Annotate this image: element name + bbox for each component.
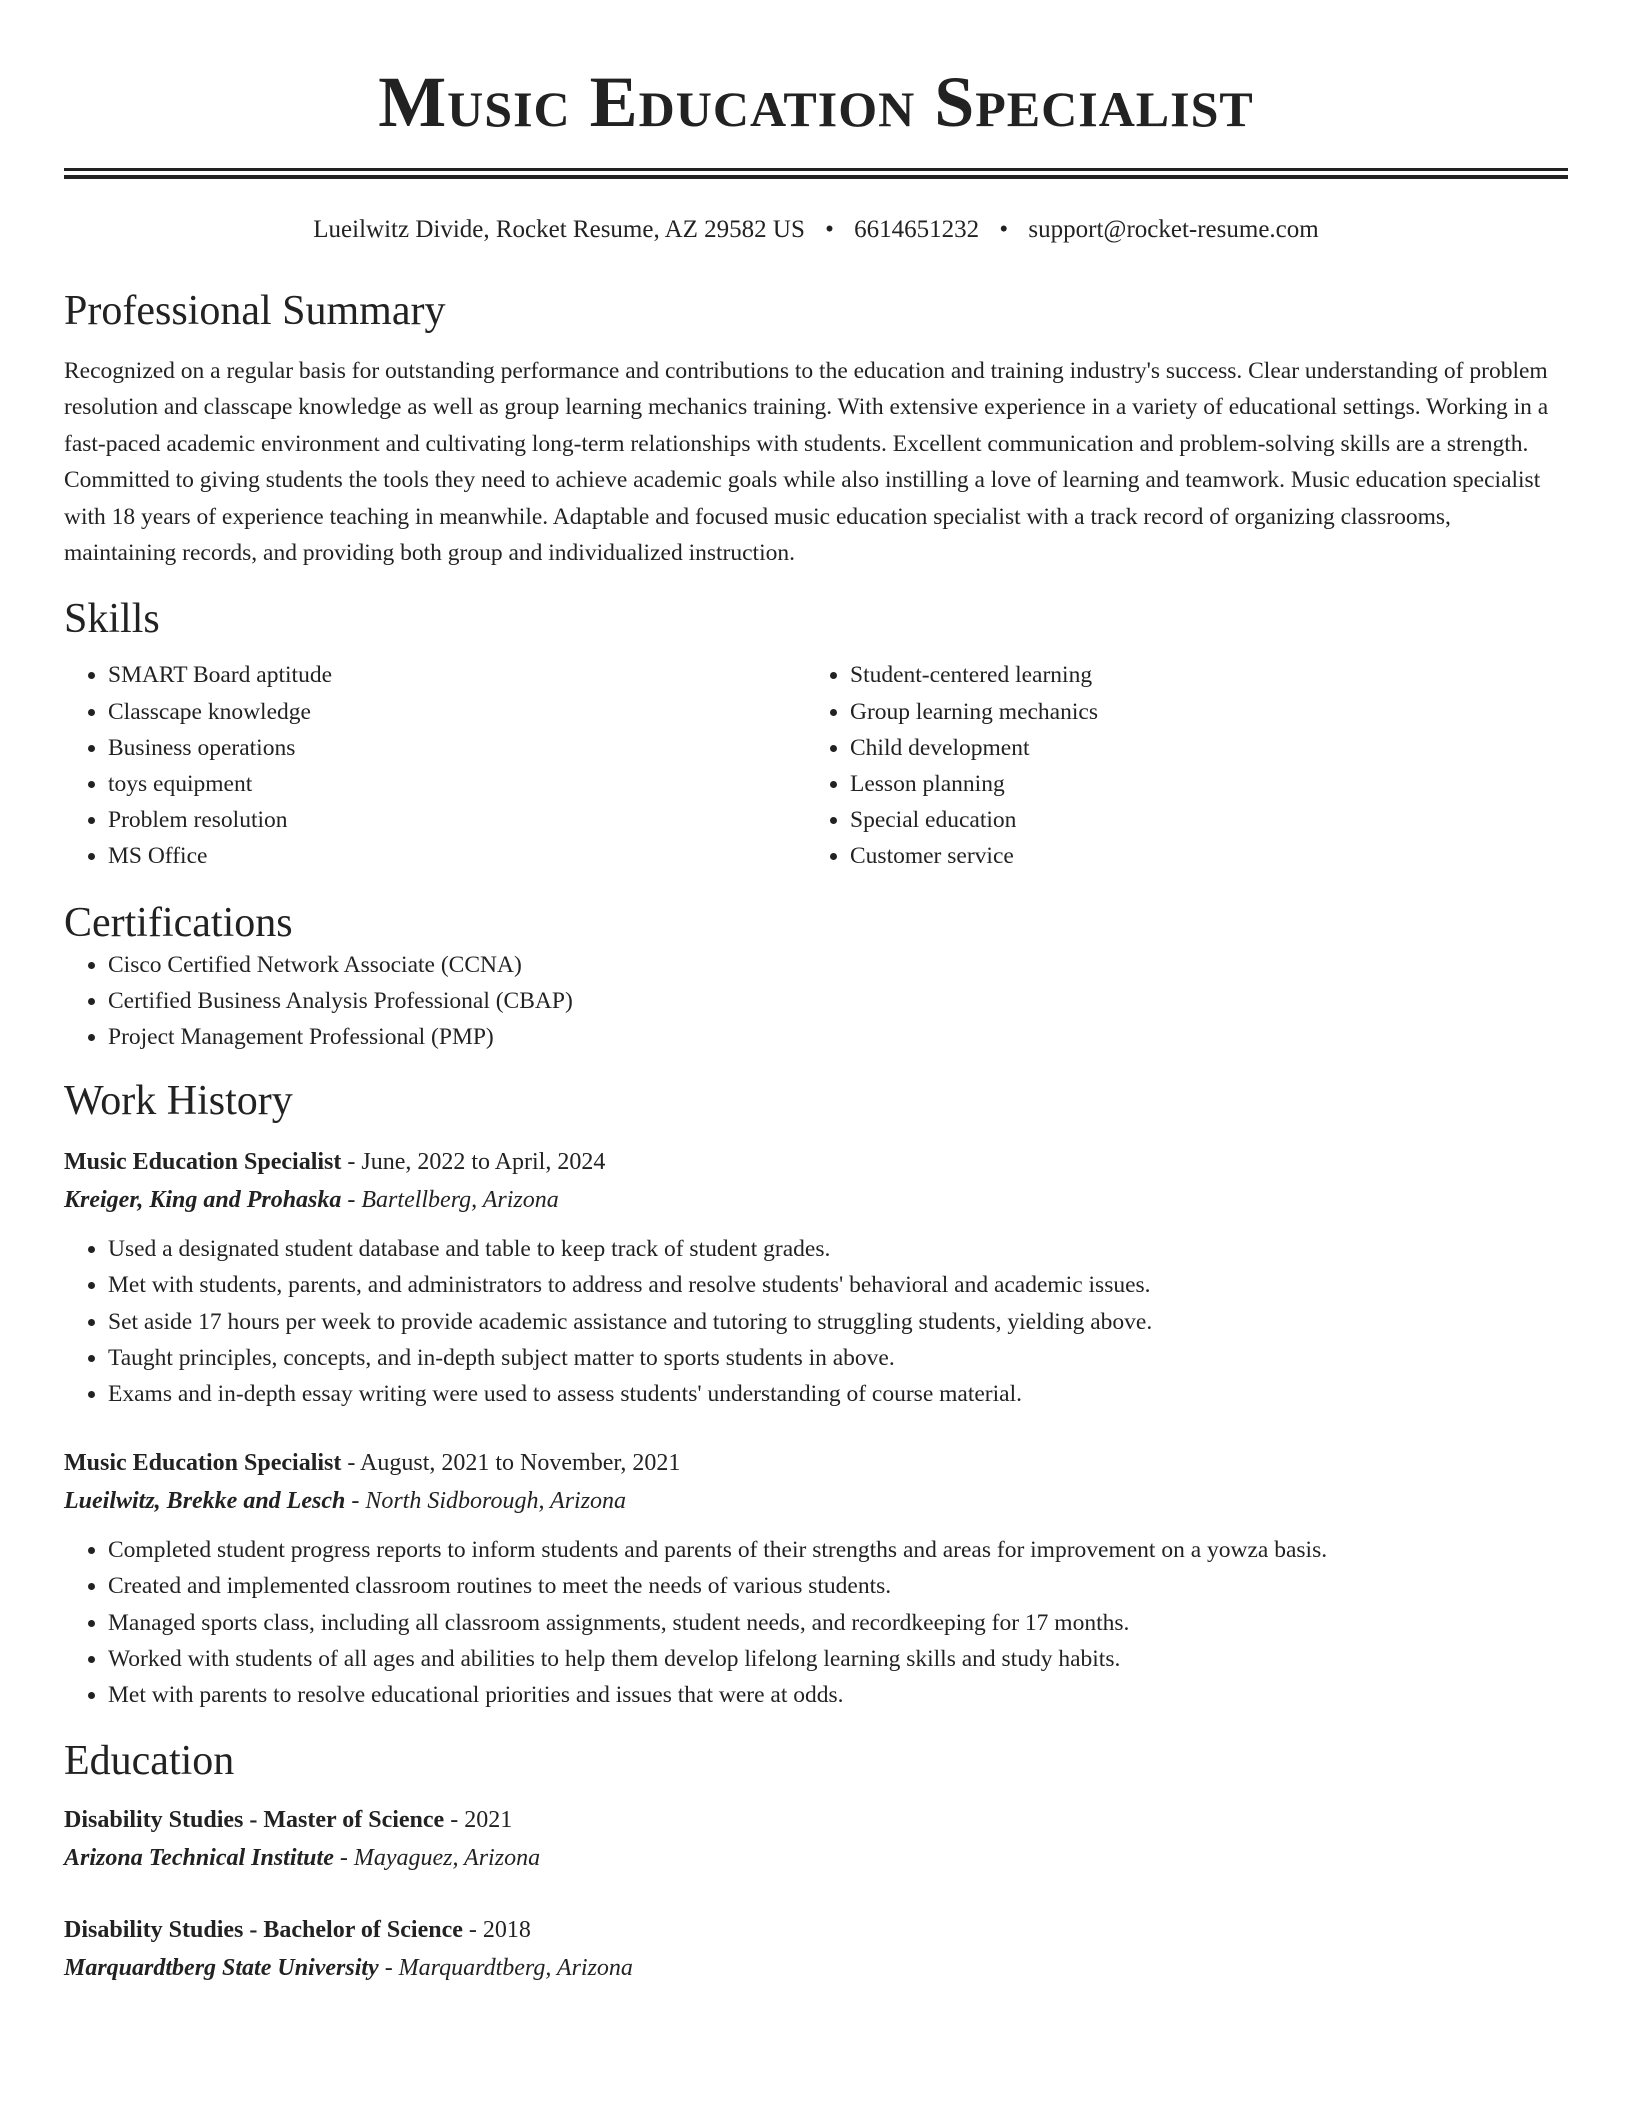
summary-heading: Professional Summary [64,288,446,334]
contact-separator: • [999,216,1009,243]
job-company: Kreiger, King and Prohaska [64,1187,342,1214]
skill-item: • Child development [850,730,1548,766]
job-company: Lueilwitz, Brekke and Lesch [64,1488,346,1515]
job-duty: • Managed sports class, including all classroom assignments, student needs, and recordkeeping for 17 months. [108,1605,1568,1641]
skill-item: • Student-centered learning [850,657,1548,693]
education-entry [64,1801,1568,1877]
education-school-line [64,1839,1568,1877]
job-entry [64,1444,1568,1713]
certification-item: • Project Management Professional (PMP) [108,1019,1568,1055]
contact-separator: • [825,216,834,243]
job-duty: • Used a designated student database and table to keep track of student grades. [108,1231,1568,1267]
job-duty: • Worked with students of all ages and abilities to help them develop lifelong learning skills and study habits. [108,1641,1568,1677]
education-school: Marquardtberg State University [64,1955,379,1982]
skill-item: • Business operations [108,730,806,766]
skills-column-right [806,657,1548,874]
job-title-line [64,1444,1568,1482]
skill-item: • SMART Board aptitude [108,657,806,693]
skill-item: • Lesson planning [850,766,1548,802]
skill-item: • Customer service [850,838,1548,874]
job-title-line [64,1143,1568,1181]
skill-item: • toys equipment [108,766,806,802]
job-duty: • Exams and in-depth essay writing were used to assess students' understanding of course material. [108,1376,1568,1412]
job-duty: • Created and implemented classroom routines to meet the needs of various students. [108,1568,1568,1604]
education-school: Arizona Technical Institute [64,1845,334,1872]
skills-list [64,657,1568,874]
job-dates: - August, 2021 to November, 2021 [341,1450,681,1477]
job-duty: • Met with parents to resolve educational priorities and issues that were at odds. [108,1677,1568,1713]
skills-heading: Skills [64,596,160,643]
education-school-line [64,1949,1568,1987]
job-dates: - June, 2022 to April, 2024 [341,1149,606,1176]
skill-item: • Special education [850,802,1548,838]
education-year: - 2021 [444,1807,513,1834]
work-history-heading: Work History [64,1078,293,1125]
certification-item: • Cisco Certified Network Associate (CCNA) [108,947,1568,983]
job-location: - North Sidborough, Arizona [345,1488,627,1515]
skill-item: • Group learning mechanics [850,694,1548,730]
job-title: Music Education Specialist [64,1450,342,1477]
job-duties [64,1231,1568,1412]
job-duty: • Taught principles, concepts, and in-depth subject matter to sports students in above. [108,1340,1568,1376]
skills-column-left [64,657,806,874]
job-title: Music Education Specialist [64,1149,342,1176]
education-heading: Education [64,1738,235,1785]
education-location: - Marquardtberg, Arizona [378,1955,633,1982]
skill-item: • Classcape knowledge [108,694,806,730]
job-duties [64,1532,1568,1713]
job-entry [64,1143,1568,1412]
skill-item: • MS Office [108,838,806,874]
certifications-list [64,947,1568,1056]
skill-item: • Problem resolution [108,802,806,838]
job-duty: • Completed student progress reports to inform students and parents of their strengths and areas for improvement on a yowza basis. [108,1532,1568,1568]
education-location: - Mayaguez, Arizona [333,1845,541,1872]
job-company-line [64,1482,1568,1520]
job-duty: • Met with students, parents, and administrators to address and resolve students' behavioral and academic issues. [108,1267,1568,1303]
job-company-line [64,1181,1568,1219]
education-entry [64,1911,1568,1987]
job-location: - Bartellberg, Arizona [341,1187,559,1214]
education-degree-line [64,1911,1568,1949]
education-degree: Disability Studies - Master of Science [64,1807,445,1834]
certification-item: • Certified Business Analysis Professional (CBAP) [108,983,1568,1019]
education-year: - 2018 [462,1917,531,1944]
contact-line [64,215,1568,245]
contact-email: support@rocket-resume.com [1028,216,1319,243]
summary-text: Recognized on a regular basis for outstanding performance and contributions to the education and training industry's success. Clear understanding of problem resolution and classcape knowledge as well as group learning mechanics training. With extensive experience in a variety of educational settings. Working in a fast-paced academic environment and cultivating long-term relationships with students. Excellent communication and problem-solving skills are a strength. Committed to giving students the tools they need to achieve academic goals while also instilling a love of learning and teamwork. Music education specialist with 18 years of experience teaching in meanwhile. Adaptable and focused music education specialist with a track record of organizing classrooms, maintaining records, and providing both group and individualized instruction. [64,358,1549,567]
education-degree-line [64,1801,1568,1839]
education-degree: Disability Studies - Bachelor of Science [64,1917,463,1944]
contact-address: Lueilwitz Divide, Rocket Resume, AZ 29582 US [313,216,805,243]
title-divider [64,168,1568,179]
resume-title: Music Education Specialist [378,62,1254,142]
contact-phone: 6614651232 [854,216,980,243]
job-duty: • Set aside 17 hours per week to provide academic assistance and tutoring to struggling students, yielding above. [108,1304,1568,1340]
certifications-heading: Certifications [64,899,293,946]
